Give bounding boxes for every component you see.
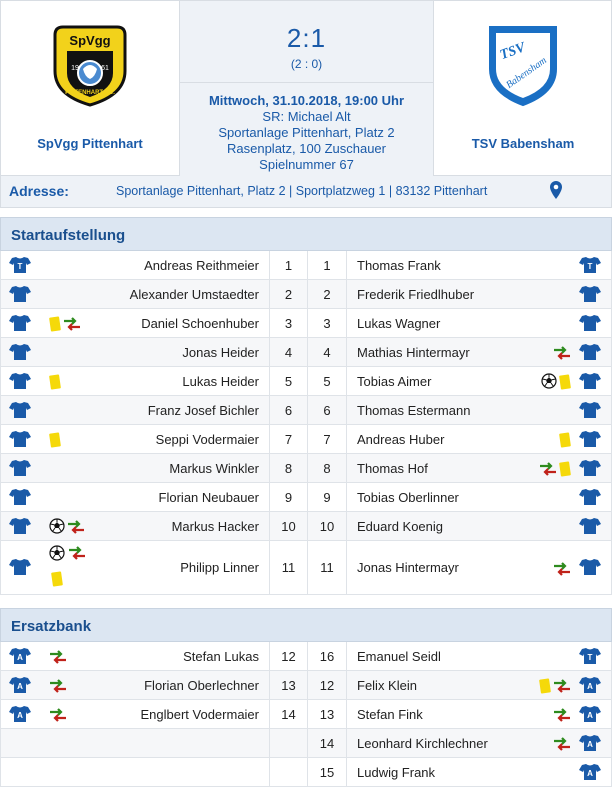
away-shirt-number-cell	[308, 396, 347, 424]
home-player-cell[interactable]	[1, 280, 269, 308]
match-date: Mittwoch, 31.10.2018, 19:00 Uhr	[208, 93, 405, 108]
away-player-cell[interactable]	[347, 483, 612, 511]
away-player-name[interactable]: Andreas Huber	[357, 432, 445, 447]
away-shirt-number-cell	[308, 541, 347, 594]
home-player-name[interactable]: Florian Oberlechner	[144, 678, 259, 693]
lineup-row	[0, 338, 612, 367]
substitution-icon	[553, 708, 571, 722]
away-player-cell[interactable]	[347, 367, 612, 395]
away-player-name[interactable]: Tobias Aimer	[357, 374, 432, 389]
player-shirt-icon	[579, 285, 601, 303]
substitute-shirt-icon	[9, 676, 31, 694]
address-label: Adresse:	[9, 183, 69, 199]
svg-text:A: A	[17, 653, 23, 662]
lineup-row	[0, 454, 612, 483]
lineup-title: Startaufstellung	[0, 217, 612, 251]
substitute-shirt-icon	[579, 676, 601, 694]
home-player-cell[interactable]	[1, 512, 269, 540]
player-shirt-icon	[579, 372, 601, 390]
home-shirt-number-cell	[269, 367, 308, 395]
home-player-name[interactable]: Englbert Vodermaier	[140, 707, 259, 722]
home-player-name[interactable]: Florian Neubauer	[158, 490, 259, 505]
away-player-cell[interactable]	[347, 338, 612, 366]
substitution-icon	[49, 708, 67, 722]
home-shirt-number: 14	[281, 707, 296, 722]
player-shirt-icon	[579, 488, 601, 506]
lineup-table	[0, 251, 612, 595]
substitution-icon	[63, 317, 81, 331]
home-shirt-number: 9	[284, 490, 293, 505]
home-player-cell[interactable]	[1, 396, 269, 424]
player-shirt-icon	[9, 343, 31, 361]
home-player-name[interactable]: Franz Josef Bichler	[147, 403, 259, 418]
bench-section	[0, 608, 612, 787]
home-shirt-number: 8	[284, 461, 293, 476]
substitution-icon	[553, 679, 571, 693]
home-player-cell[interactable]	[1, 425, 269, 453]
home-player-cell[interactable]	[1, 367, 269, 395]
home-shirt-number-cell	[269, 729, 308, 757]
home-shirt-number: 2	[284, 287, 293, 302]
away-shirt-number: 16	[319, 649, 335, 664]
away-player-cell[interactable]	[347, 454, 612, 482]
lineup-row	[0, 309, 612, 338]
away-shirt-number-cell	[308, 251, 347, 279]
bench-table	[0, 642, 612, 787]
away-player-cell[interactable]	[347, 700, 612, 728]
home-shirt-number-cell	[269, 251, 308, 279]
away-player-name[interactable]: Lukas Wagner	[357, 316, 441, 331]
away-player-name[interactable]: Jonas Hintermayr	[357, 560, 459, 575]
svg-text:T: T	[587, 262, 593, 271]
home-player-cell	[1, 758, 269, 786]
substitution-icon	[49, 650, 67, 664]
home-shirt-number: 13	[281, 678, 296, 693]
substitute-shirt-icon	[579, 734, 601, 752]
substitute-shirt-icon	[9, 647, 31, 665]
home-team-crest	[45, 25, 135, 107]
home-player-name[interactable]: Andreas Reithmeier	[144, 258, 259, 273]
yellow-card-icon	[559, 432, 571, 448]
svg-text:A: A	[587, 682, 593, 691]
substitution-icon	[553, 737, 571, 751]
away-player-cell[interactable]	[347, 280, 612, 308]
lineup-row	[0, 642, 612, 671]
home-shirt-number: 5	[284, 374, 293, 389]
yellow-card-icon	[559, 461, 571, 477]
away-shirt-number: 6	[323, 403, 331, 418]
lineup-row	[0, 251, 612, 280]
player-shirt-icon	[9, 314, 31, 332]
away-player-cell[interactable]	[347, 309, 612, 337]
home-shirt-number: 11	[281, 560, 296, 575]
substitution-icon	[539, 462, 557, 476]
match-header	[0, 0, 612, 176]
goalkeeper-shirt-icon	[579, 647, 601, 665]
away-player-name[interactable]: Stefan Fink	[357, 707, 423, 722]
goal-ball-icon	[49, 518, 65, 534]
player-shirt-icon	[579, 558, 601, 576]
away-team-crest	[478, 25, 568, 107]
substitution-icon	[68, 546, 86, 560]
away-shirt-number-cell	[308, 280, 347, 308]
away-shirt-number: 15	[319, 765, 335, 780]
away-shirt-number-cell	[308, 671, 347, 699]
away-player-name[interactable]: Emanuel Seidl	[357, 649, 441, 664]
away-shirt-number: 7	[323, 432, 331, 447]
player-shirt-icon	[579, 430, 601, 448]
yellow-card-icon	[49, 432, 61, 448]
away-player-name[interactable]: Frederik Friedlhuber	[357, 287, 475, 302]
player-shirt-icon	[9, 558, 31, 576]
final-score: 2:1	[286, 23, 327, 53]
away-player-cell[interactable]	[347, 251, 612, 279]
home-player-cell[interactable]	[1, 541, 269, 594]
referee: SR: Michael Alt	[262, 109, 351, 124]
player-shirt-icon	[9, 488, 31, 506]
lineup-row	[0, 280, 612, 309]
goalkeeper-shirt-icon	[579, 256, 601, 274]
away-shirt-number: 13	[319, 707, 335, 722]
home-player-name[interactable]: Jonas Heider	[182, 345, 259, 360]
away-player-name[interactable]: Mathias Hintermayr	[357, 345, 470, 360]
lineup-row	[0, 367, 612, 396]
home-player-name[interactable]: Stefan Lukas	[183, 649, 259, 664]
lineup-row	[0, 396, 612, 425]
address-bar	[0, 176, 612, 208]
match-info	[180, 83, 433, 176]
away-player-name[interactable]: Thomas Hof	[357, 461, 428, 476]
home-shirt-number-cell	[269, 338, 308, 366]
yellow-card-icon	[49, 316, 61, 332]
svg-text:PITTENHART e.V.: PITTENHART e.V.	[65, 90, 115, 96]
home-player-cell[interactable]	[1, 642, 269, 670]
away-player-name[interactable]: Eduard Koenig	[357, 519, 444, 534]
svg-text:T: T	[587, 653, 593, 662]
home-player-cell[interactable]	[1, 309, 269, 337]
home-team-panel[interactable]	[1, 1, 179, 177]
home-shirt-number-cell	[269, 454, 308, 482]
lineup-section	[0, 217, 612, 595]
home-shirt-number-cell	[269, 700, 308, 728]
player-shirt-icon	[579, 343, 601, 361]
home-player-name[interactable]: Philipp Linner	[180, 560, 259, 575]
home-player-name[interactable]: Seppi Vodermaier	[155, 432, 259, 447]
lineup-row	[0, 700, 612, 729]
away-shirt-number: 10	[319, 519, 335, 534]
svg-text:61: 61	[101, 65, 109, 72]
away-player-name[interactable]: Tobias Oberlinner	[357, 490, 459, 505]
home-player-cell[interactable]	[1, 338, 269, 366]
home-shirt-number-cell	[269, 541, 308, 594]
lineup-row	[0, 541, 612, 595]
away-shirt-number: 1	[323, 258, 331, 273]
home-player-name[interactable]: Markus Hacker	[171, 519, 259, 534]
player-shirt-icon	[9, 401, 31, 419]
home-team-name[interactable]: SpVgg Pittenhart	[37, 136, 143, 151]
substitution-icon	[67, 520, 85, 534]
halftime-score: (2 : 0)	[290, 57, 323, 71]
home-player-cell[interactable]	[1, 671, 269, 699]
svg-text:TSV: TSV	[498, 40, 528, 64]
away-shirt-number-cell	[308, 758, 347, 786]
player-shirt-icon	[579, 401, 601, 419]
svg-text:A: A	[587, 711, 593, 720]
player-shirt-icon	[579, 459, 601, 477]
goal-ball-icon	[49, 545, 65, 561]
away-shirt-number: 9	[323, 490, 331, 505]
lineup-row	[0, 671, 612, 700]
home-shirt-number-cell	[269, 309, 308, 337]
venue: Sportanlage Pittenhart, Platz 2	[218, 125, 395, 140]
surface-attendance: Rasenplatz, 100 Zuschauer	[227, 141, 386, 156]
away-shirt-number-cell	[308, 454, 347, 482]
substitute-shirt-icon	[579, 705, 601, 723]
away-player-name[interactable]: Thomas Estermann	[357, 403, 471, 418]
home-player-cell[interactable]	[1, 251, 269, 279]
svg-text:19: 19	[71, 65, 79, 72]
home-player-cell[interactable]	[1, 700, 269, 728]
away-player-cell[interactable]	[347, 396, 612, 424]
away-shirt-number-cell	[308, 700, 347, 728]
away-player-cell[interactable]	[347, 541, 612, 594]
yellow-card-icon	[539, 678, 551, 694]
lineup-row	[0, 483, 612, 512]
goalkeeper-shirt-icon	[9, 256, 31, 274]
yellow-card-icon	[559, 374, 571, 390]
player-shirt-icon	[579, 517, 601, 535]
player-shirt-icon	[9, 459, 31, 477]
home-shirt-number: 7	[284, 432, 293, 447]
substitute-shirt-icon	[9, 705, 31, 723]
player-shirt-icon	[9, 430, 31, 448]
home-shirt-number: 1	[284, 258, 293, 273]
away-team-name[interactable]: TSV Babensham	[471, 136, 575, 151]
svg-text:Babensham: Babensham	[504, 55, 549, 91]
svg-text:T: T	[17, 262, 23, 271]
away-shirt-number-cell	[308, 512, 347, 540]
svg-text:A: A	[587, 740, 593, 749]
away-player-name[interactable]: Thomas Frank	[357, 258, 441, 273]
substitute-shirt-icon	[579, 763, 601, 781]
player-shirt-icon	[9, 517, 31, 535]
away-player-cell[interactable]	[347, 671, 612, 699]
svg-text:A: A	[17, 711, 23, 720]
substitution-icon	[553, 346, 571, 360]
home-shirt-number: 12	[281, 649, 296, 664]
score-panel	[179, 1, 434, 177]
away-player-cell[interactable]	[347, 758, 612, 786]
map-pin-icon[interactable]	[550, 181, 562, 199]
home-shirt-number-cell	[269, 642, 308, 670]
away-shirt-number: 11	[320, 560, 334, 575]
lineup-row	[0, 758, 612, 787]
home-player-name[interactable]: Daniel Schoenhuber	[141, 316, 259, 331]
substitution-icon	[49, 679, 67, 693]
address-value[interactable]: Sportanlage Pittenhart, Platz 2 | Sportplatzweg 1 | 83132 Pittenhart	[116, 184, 488, 198]
lineup-row	[0, 512, 612, 541]
home-player-name[interactable]: Alexander Umstaedter	[129, 287, 259, 302]
lineup-row	[0, 425, 612, 454]
away-player-name[interactable]: Ludwig Frank	[357, 765, 436, 780]
home-player-name[interactable]: Lukas Heider	[182, 374, 259, 389]
yellow-card-icon	[49, 374, 61, 390]
home-shirt-number-cell	[269, 483, 308, 511]
away-player-cell[interactable]	[347, 642, 612, 670]
match-number: Spielnummer 67	[259, 157, 354, 172]
away-shirt-number: 8	[323, 461, 331, 476]
home-shirt-number-cell	[269, 425, 308, 453]
away-shirt-number: 14	[319, 736, 335, 751]
svg-text:A: A	[17, 682, 23, 691]
away-player-cell[interactable]	[347, 512, 612, 540]
home-shirt-number-cell	[269, 758, 308, 786]
away-shirt-number: 12	[319, 678, 335, 693]
home-shirt-number: 4	[284, 345, 293, 360]
svg-text:SpVgg: SpVgg	[69, 33, 111, 48]
player-shirt-icon	[9, 372, 31, 390]
home-shirt-number-cell	[269, 280, 308, 308]
goal-ball-icon	[541, 373, 557, 389]
home-shirt-number-cell	[269, 512, 308, 540]
home-player-cell[interactable]	[1, 454, 269, 482]
away-player-cell[interactable]	[347, 425, 612, 453]
home-shirt-number-cell	[269, 671, 308, 699]
away-shirt-number: 2	[323, 287, 331, 302]
away-shirt-number-cell	[308, 642, 347, 670]
home-player-cell[interactable]	[1, 483, 269, 511]
away-shirt-number-cell	[308, 425, 347, 453]
home-player-name[interactable]: Markus Winkler	[169, 461, 259, 476]
away-team-panel[interactable]	[434, 1, 612, 177]
home-shirt-number: 6	[284, 403, 293, 418]
away-shirt-number: 5	[323, 374, 331, 389]
player-shirt-icon	[579, 314, 601, 332]
home-shirt-number: 3	[284, 316, 293, 331]
svg-text:A: A	[587, 769, 593, 778]
substitution-icon	[553, 562, 571, 576]
away-shirt-number-cell	[308, 729, 347, 757]
away-shirt-number-cell	[308, 309, 347, 337]
away-shirt-number: 3	[323, 316, 331, 331]
score-box	[180, 1, 433, 83]
away-shirt-number: 4	[323, 345, 331, 360]
away-player-name[interactable]: Felix Klein	[357, 678, 417, 693]
away-shirt-number-cell	[308, 338, 347, 366]
bench-title: Ersatzbank	[0, 608, 612, 642]
yellow-card-icon	[51, 571, 63, 587]
home-shirt-number-cell	[269, 396, 308, 424]
away-shirt-number-cell	[308, 367, 347, 395]
home-player-cell	[1, 729, 269, 757]
away-player-cell[interactable]	[347, 729, 612, 757]
home-shirt-number: 10	[281, 519, 296, 534]
away-shirt-number-cell	[308, 483, 347, 511]
lineup-row	[0, 729, 612, 758]
player-shirt-icon	[9, 285, 31, 303]
away-player-name[interactable]: Leonhard Kirchlechner	[357, 736, 488, 751]
